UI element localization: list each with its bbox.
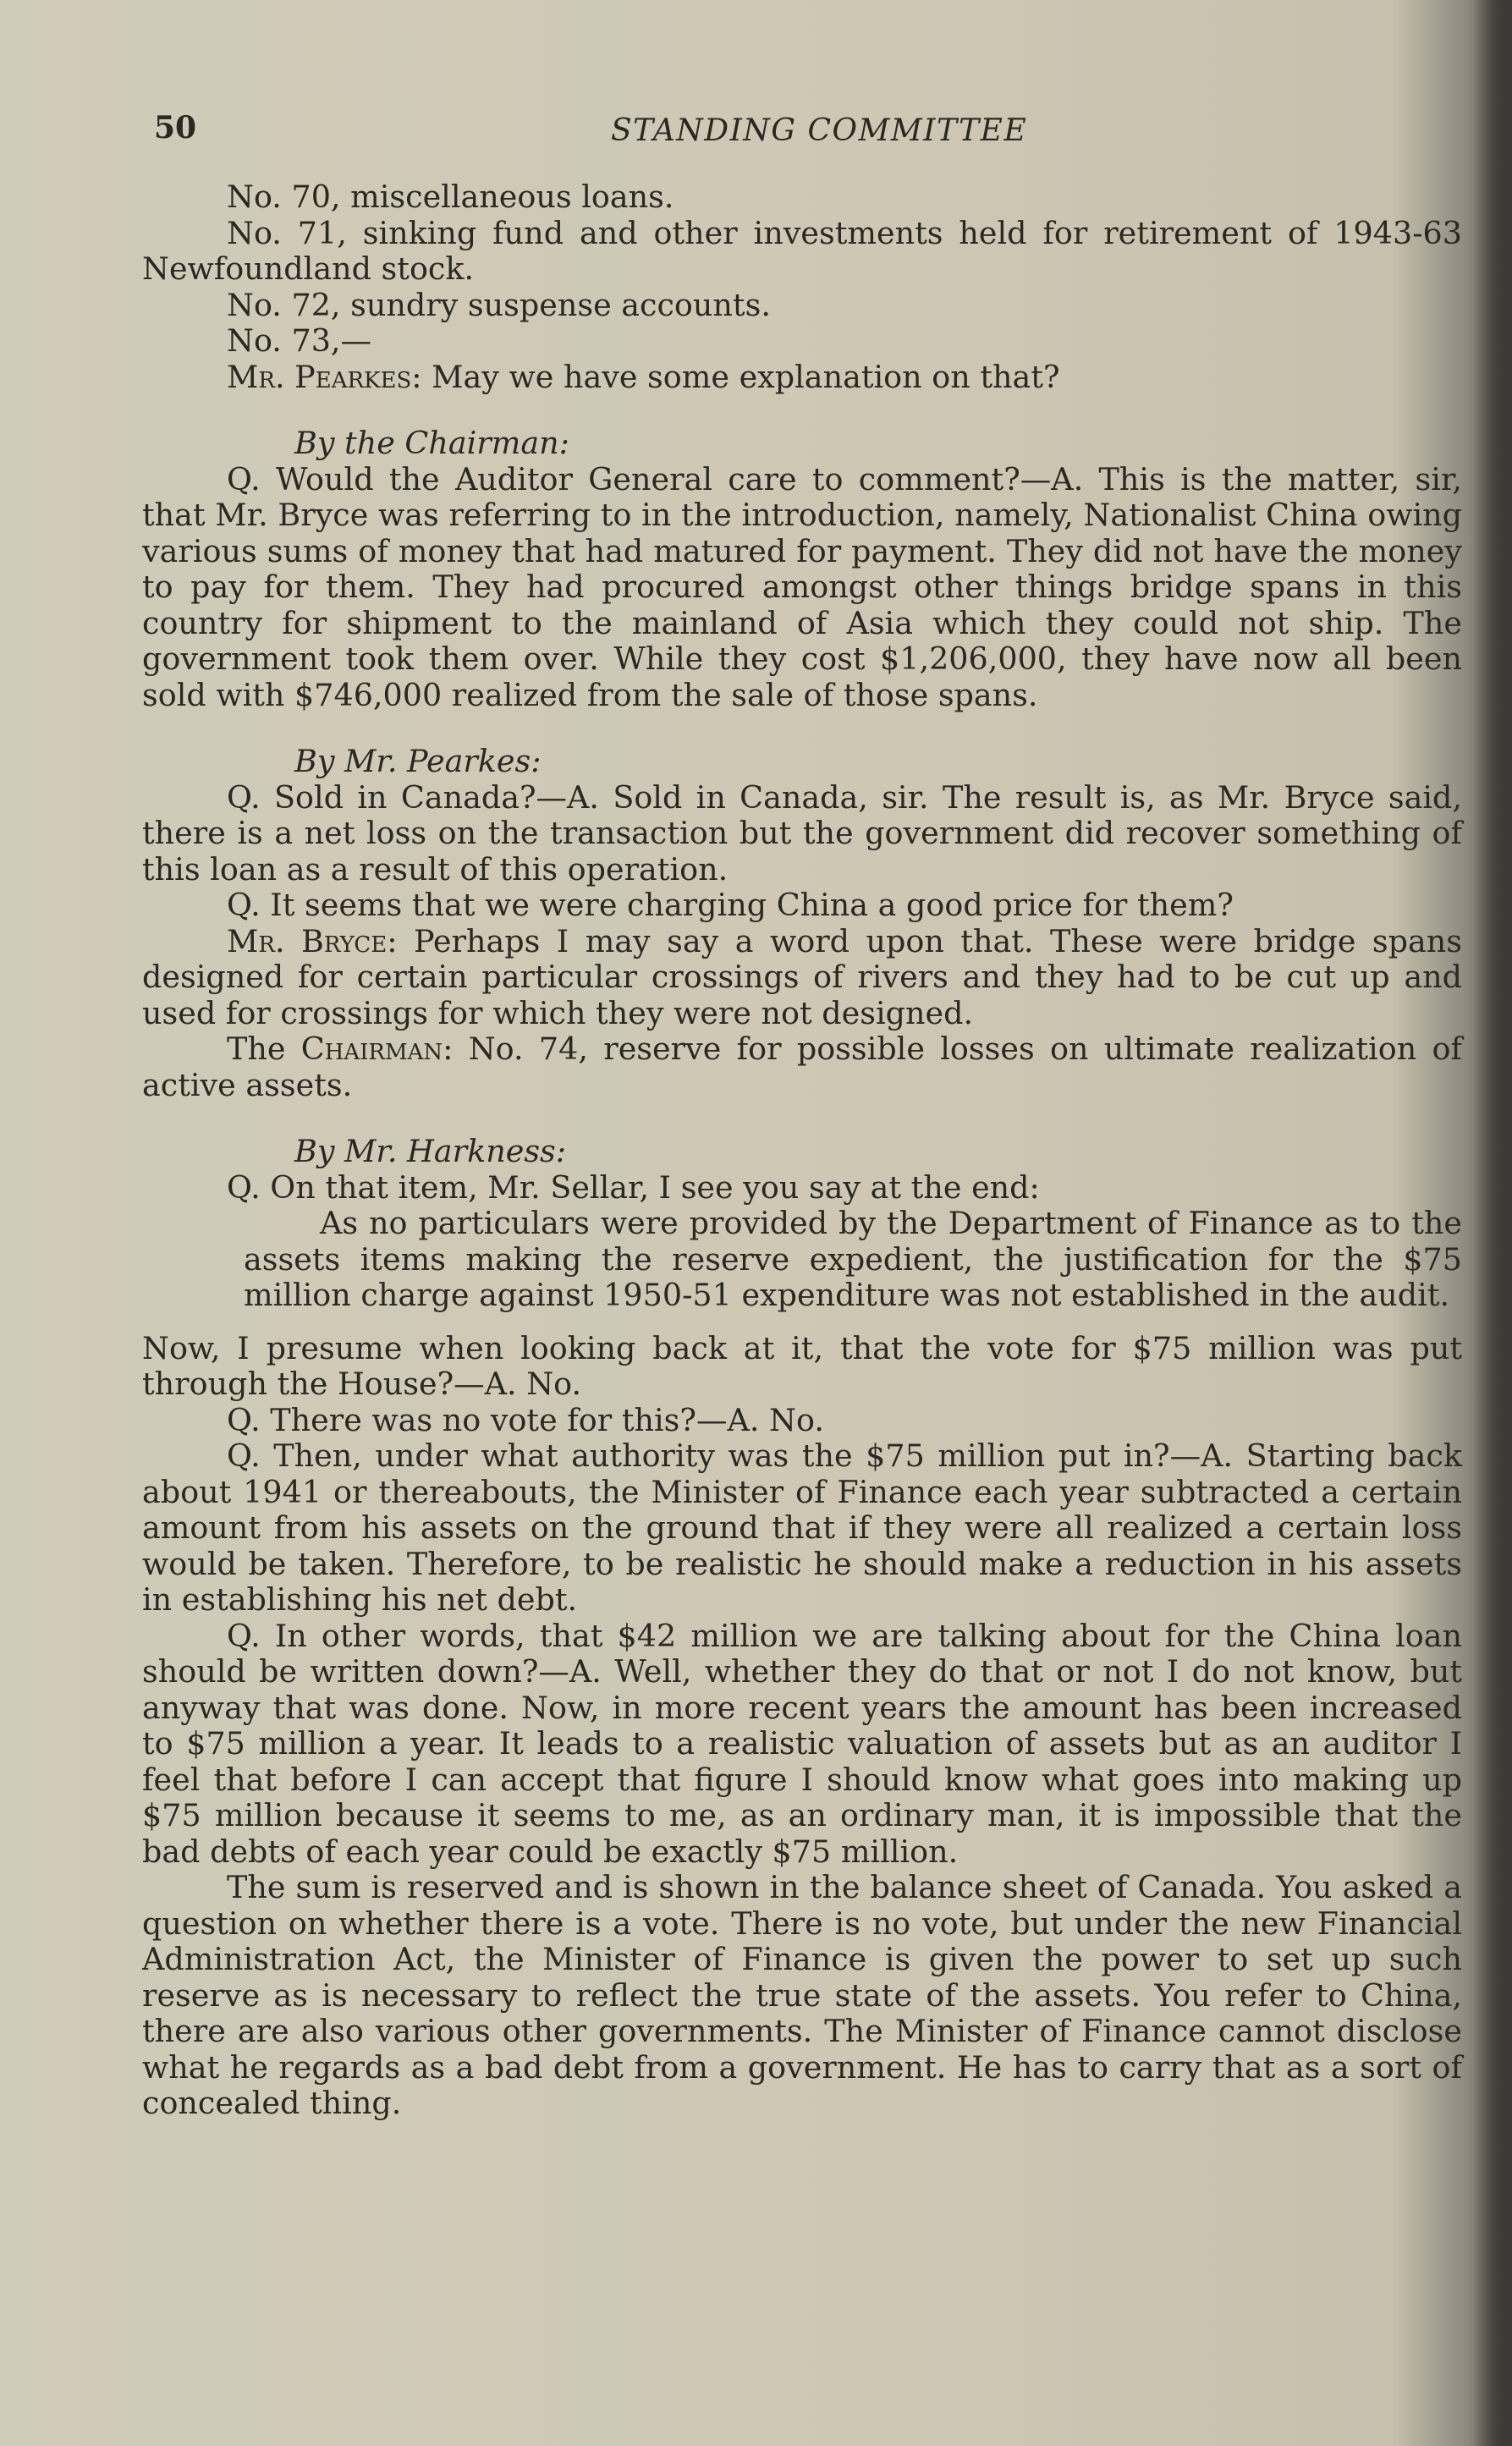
- speech-text: Perhaps I may say a word upon that. These were bridge spans designed for certain particular crossings of rivers and they had to be cut up and used for crossings for which they were not designed.: [142, 922, 1462, 1031]
- book-spine-shadow: [1473, 0, 1512, 2446]
- byline-chairman: By the Chairman:: [294, 425, 569, 461]
- byline-harkness: By Mr. Harkness:: [294, 1133, 567, 1169]
- block-quote: [244, 1206, 1462, 1314]
- item-72: No. 72, sundry suspense accounts.: [227, 286, 771, 323]
- paragraph-sum-reserved: The sum is reserved and is shown in the balance sheet of Canada. You asked a question on whether there is a vote. There is no vote, but under the new Financial Administration Act, the Minister of Finance is given the power to set up such reserve as is necessary to reflect the true state of the assets. You refer to China, there are also various other governments. The Minister of Finance cannot disclose what he regards as a bad debt from a government. He has to carry that as a sort of concealed thing.: [142, 1869, 1462, 2121]
- paragraph-on-that-item: Q. On that item, Mr. Sellar, I see you say at the end:: [227, 1168, 1040, 1206]
- item-70: No. 70, miscellaneous loans.: [227, 179, 674, 215]
- pearkes-remark: [142, 360, 1462, 396]
- item-71: No. 71, sinking fund and other investments held for retirement of 1943-63 Newfoundland stock.: [142, 214, 1462, 287]
- quote-text: As no particulars were provided by the Department of Finance as to the assets items making the reserve expedient, the justification for the $75 million charge against 1950-51 expenditure was not established in the audit.: [244, 1205, 1462, 1313]
- paragraph-no-vote: Q. There was no vote for this?—A. No.: [227, 1401, 824, 1438]
- paragraph-auditor-comment: Q. Would the Auditor General care to comment?—A. This is the matter, sir, that Mr. Bryce was referring to in the introduction, namely, Nationalist China owing various sums of money that had matured for payment. They did not have the money to pay for them. They had procured amongst other things bridge spans in this country for shipment to the mainland of Asia which they could not ship. The government took them over. While they cost $1,206,000, they have now all been sold with $746,000 realized from the sale of those spans.: [142, 460, 1462, 713]
- paragraph-now-presume: Now, I presume when looking back at it, that the vote for $75 million was put through the House?—A. No.: [142, 1329, 1462, 1402]
- bryce-remark: [142, 924, 1462, 1032]
- item-73: No. 73,—: [227, 322, 372, 359]
- body-text: [142, 179, 1462, 2122]
- speaker-name: Mr. Bryce:: [227, 922, 398, 959]
- byline-pearkes: By Mr. Pearkes:: [294, 743, 542, 779]
- page-header: [154, 110, 1474, 152]
- paragraph-good-price: Q. It seems that we were charging China a good price for them?: [227, 887, 1234, 923]
- speaker-name: Chairman:: [300, 1031, 454, 1067]
- page-number: 50: [154, 110, 197, 146]
- speech-text: May we have some explanation on that?: [421, 358, 1060, 395]
- speaker-name: Mr. Pearkes:: [227, 358, 422, 395]
- running-title: STANDING COMMITTEE: [611, 113, 1028, 148]
- chairman-remark: [142, 1031, 1462, 1103]
- paragraph-sold-in-canada: Q. Sold in Canada?—A. Sold in Canada, sir. The result is, as Mr. Bryce said, there is a net loss on the transaction but the government did recover something of this loan as a result of this operation.: [142, 778, 1462, 888]
- speech-text: No. 74, reserve for possible losses on ultimate realization of active assets.: [142, 1031, 1462, 1103]
- paragraph-authority: Q. Then, under what authority was the $75 million put in?—A. Starting back about 1941 or thereabouts, the Minister of Finance each year subtracted a certain amount from his assets on the ground that if they were all realized a certain loss would be taken. Therefore, to be realistic he should make a reduction in his assets in establishing his net debt.: [142, 1437, 1462, 1618]
- speech-prefix: The: [227, 1031, 301, 1067]
- paragraph-other-words: Q. In other words, that $42 million we are talking about for the China loan should be written down?—A. Well, whether they do that or not I do not know, but anyway that was done. Now, in more recent years the amount has been increased to $75 million a year. It leads to a realistic valuation of assets but as an auditor I feel that before I can accept that figure I should know what goes into making up $75 million because it seems to me, as an ordinary man, it is impossible that the bad debts of each year could be exactly $75 million.: [142, 1617, 1462, 1870]
